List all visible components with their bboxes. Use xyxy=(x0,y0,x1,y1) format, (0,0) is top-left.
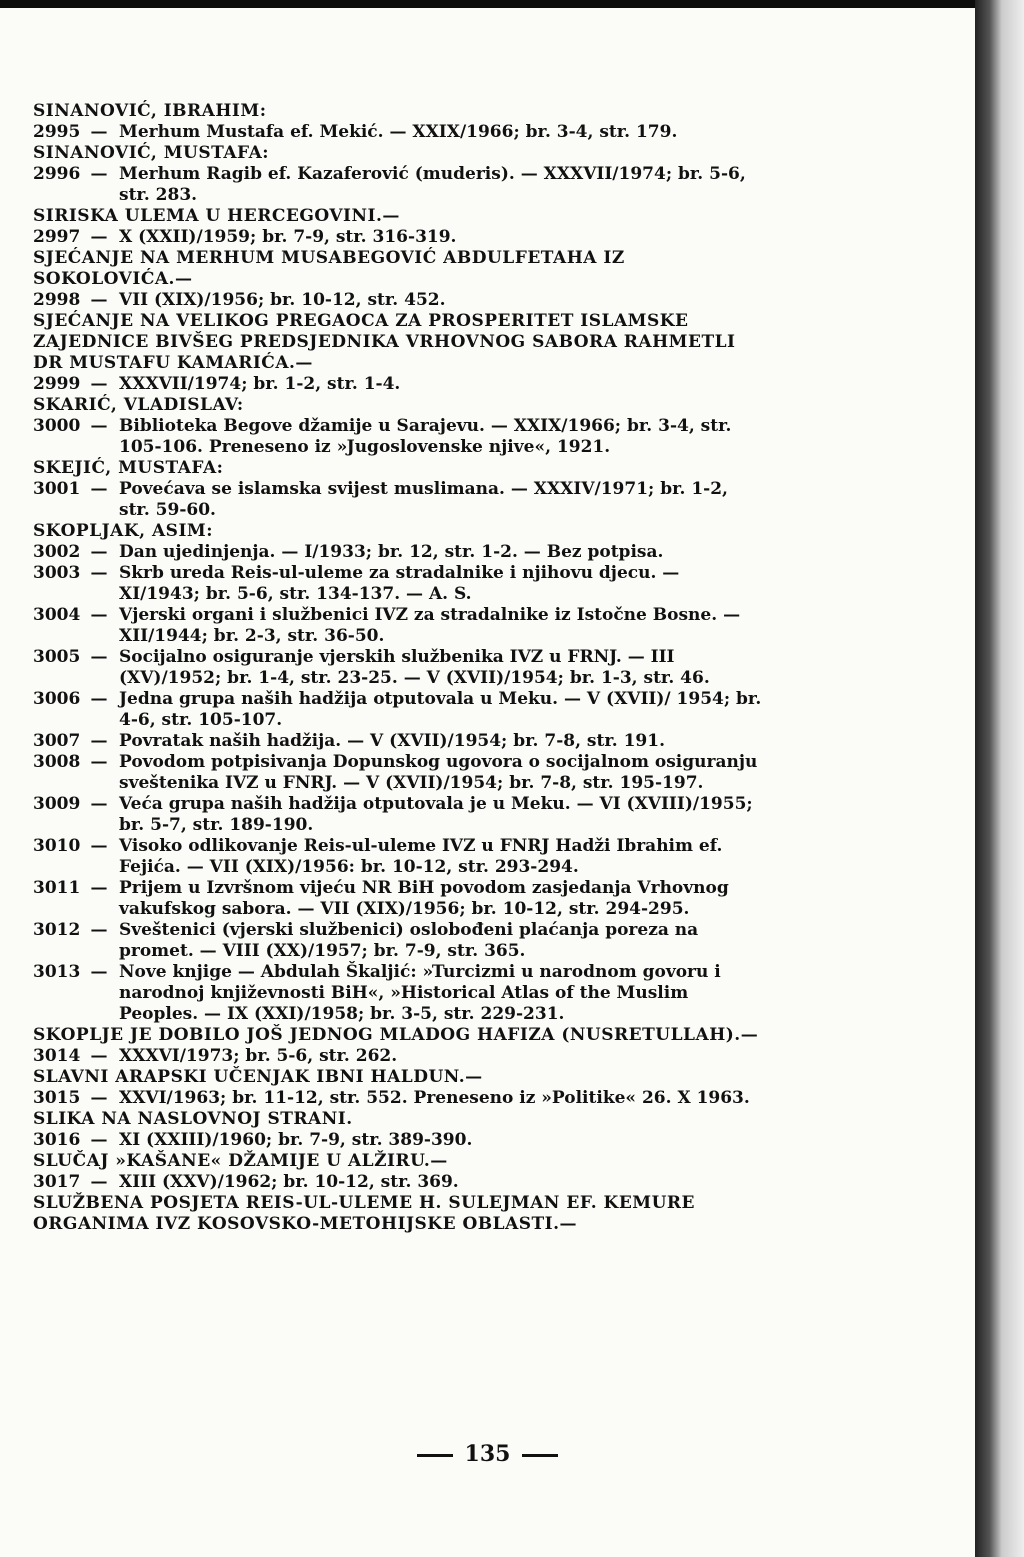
page-number-value: 135 xyxy=(464,1441,511,1467)
entry-text: Povećava se islamska svijest muslimana. — XXXIV/1971; br. 1-2, str. 59-60. xyxy=(119,479,728,520)
entry-number: 2998 xyxy=(33,290,81,310)
entry-number: 3005 xyxy=(33,647,81,667)
entry-dash: — xyxy=(90,752,108,772)
entry-text: Skrb ureda Reis-ul-uleme za stradalnike i njihovu djecu. — XI/1943; br. 5-6, str. 134-137. — A. S. xyxy=(119,563,680,604)
bibliography-entry xyxy=(33,290,763,311)
entry-dash: — xyxy=(90,836,108,856)
entry-dash: — xyxy=(90,1046,108,1066)
entry-text: XIII (XXV)/1962; br. 10-12, str. 369. xyxy=(119,1172,459,1192)
bibliography-entry xyxy=(33,1088,763,1109)
page-number xyxy=(0,1441,975,1467)
entry-heading: SKARIĆ, VLADISLAV: xyxy=(33,395,244,415)
bibliography-list xyxy=(33,101,763,1235)
entry-dash: — xyxy=(90,479,108,499)
entry-heading: SINANOVIĆ, IBRAHIM: xyxy=(33,101,267,121)
entry-text: Prijem u Izvršnom vijeću NR BiH povodom zasjedanja Vrhovnog vakufskog sabora. — VII (XIX)/1956; br. 10-12, str. 294-295. xyxy=(119,878,729,919)
bibliography-entry xyxy=(33,836,763,878)
entry-text: Vjerski organi i službenici IVZ za stradalnike iz Istočne Bosne. — XII/1944; br. 2-3, str. 36-50. xyxy=(119,605,741,646)
entry-dash: — xyxy=(90,227,108,247)
bibliography-entry xyxy=(33,563,763,605)
entry-heading: SINANOVIĆ, MUSTAFA: xyxy=(33,143,270,163)
bibliography-entry xyxy=(33,731,763,752)
entry-number: 3012 xyxy=(33,920,81,940)
entry-number: 2996 xyxy=(33,164,81,184)
entry-dash: — xyxy=(90,731,108,751)
entry-text: Socijalno osiguranje vjerskih službenika IVZ u FRNJ. — III (XV)/1952; br. 1-4, str. 23-25. — V (XVII)/1954; br. 1-3, str. 46. xyxy=(119,647,710,688)
entry-number: 3015 xyxy=(33,1088,81,1108)
bibliography-entry xyxy=(33,752,763,794)
entry-number: 3011 xyxy=(33,878,81,898)
entry-number: 3014 xyxy=(33,1046,81,1066)
entry-dash: — xyxy=(90,1088,108,1108)
entry-heading: SLUŽBENA POSJETA REIS-UL-ULEME H. SULEJMAN EF. KEMURE ORGANIMA IVZ KOSOVSKO-METOHIJSKE OBLASTI.— xyxy=(33,1193,695,1234)
entry-dash: — xyxy=(90,962,108,982)
entry-text: Merhum Ragib ef. Kazaferović (muderis). — XXXVII/1974; br. 5-6, str. 283. xyxy=(119,164,746,205)
entry-number: 3001 xyxy=(33,479,81,499)
entry-heading: SKOPLJAK, ASIM: xyxy=(33,521,213,541)
bibliography-entry xyxy=(33,416,763,458)
bibliography-entry xyxy=(33,794,763,836)
bibliography-entry xyxy=(33,878,763,920)
entry-text: VII (XIX)/1956; br. 10-12, str. 452. xyxy=(119,290,446,310)
bibliography-entry xyxy=(33,164,763,206)
bibliography-entry xyxy=(33,689,763,731)
bibliography-entry xyxy=(33,1130,763,1151)
bibliography-entry xyxy=(33,374,763,395)
entry-dash: — xyxy=(90,416,108,436)
entry-heading: SIRISKA ULEMA U HERCEGOVINI.— xyxy=(33,206,400,226)
entry-number: 3008 xyxy=(33,752,81,772)
entry-text: Biblioteka Begove džamije u Sarajevu. — XXIX/1966; br. 3-4, str. 105-106. Preneseno iz »Jugoslovenske njive«, 1921. xyxy=(119,416,732,457)
bibliography-entry xyxy=(33,542,763,563)
entry-number: 3000 xyxy=(33,416,81,436)
bibliography-entry xyxy=(33,605,763,647)
entry-number: 2997 xyxy=(33,227,81,247)
entry-dash: — xyxy=(90,374,108,394)
entry-dash: — xyxy=(90,878,108,898)
entry-text: Jedna grupa naših hadžija otputovala u Meku. — V (XVII)/ 1954; br. 4-6, str. 105-107. xyxy=(119,689,762,730)
bibliography-entry xyxy=(33,1046,763,1067)
bibliography-entry xyxy=(33,479,763,521)
entry-heading: SKEJIĆ, MUSTAFA: xyxy=(33,458,224,478)
entry-text: XXXVI/1973; br. 5-6, str. 262. xyxy=(119,1046,398,1066)
entry-number: 2999 xyxy=(33,374,81,394)
bibliography-entry xyxy=(33,962,763,1025)
entry-text: Merhum Mustafa ef. Mekić. — XXIX/1966; br. 3-4, str. 179. xyxy=(119,122,678,142)
entry-heading: SLIKA NA NASLOVNOJ STRANI. xyxy=(33,1109,353,1129)
entry-dash: — xyxy=(90,647,108,667)
entry-text: X (XXII)/1959; br. 7-9, str. 316-319. xyxy=(119,227,457,247)
entry-dash: — xyxy=(90,164,108,184)
entry-text: Nove knjige — Abdulah Škaljić: »Turcizmi u narodnom govoru i narodnoj književnosti BiH«, »Historical Atlas of the Muslim Peoples. — IX (XXI)/1958; br. 3-5, str. 229-231. xyxy=(119,962,721,1024)
entry-number: 3003 xyxy=(33,563,81,583)
entry-dash: — xyxy=(90,122,108,142)
entry-number: 3004 xyxy=(33,605,81,625)
bibliography-entry xyxy=(33,1172,763,1193)
entry-heading: SKOPLJE JE DOBILO JOŠ JEDNOG MLADOG HAFIZA (NUSRETULLAH).— xyxy=(33,1025,759,1045)
entry-number: 3007 xyxy=(33,731,81,751)
entry-number: 3013 xyxy=(33,962,81,982)
entry-heading: SLAVNI ARAPSKI UČENJAK IBNI HALDUN.— xyxy=(33,1067,483,1087)
entry-dash: — xyxy=(90,689,108,709)
entry-heading: SJEĆANJE NA VELIKOG PREGAOCA ZA PROSPERITET ISLAMSKE ZAJEDNICE BIVŠEG PREDSJEDNIKA VRHOVNOG SABORA RAHMETLI DR MUSTAFU KAMARIĆA.— xyxy=(33,311,736,373)
entry-number: 3016 xyxy=(33,1130,81,1150)
entry-text: Visoko odlikovanje Reis-ul-uleme IVZ u FNRJ Hadži Ibrahim ef. Fejića. — VII (XIX)/1956: br. 10-12, str. 293-294. xyxy=(119,836,723,877)
entry-text: Veća grupa naših hadžija otputovala je u Meku. — VI (XVIII)/1955; br. 5-7, str. 189-190. xyxy=(119,794,753,835)
entry-dash: — xyxy=(90,1130,108,1150)
entry-text: Dan ujedinjenja. — I/1933; br. 12, str. 1-2. — Bez potpisa. xyxy=(119,542,664,562)
entry-number: 3009 xyxy=(33,794,81,814)
bibliography-entry xyxy=(33,227,763,248)
entry-number: 3002 xyxy=(33,542,81,562)
page-number-dash-right xyxy=(522,1454,558,1457)
entry-dash: — xyxy=(90,794,108,814)
entry-text: XXXVII/1974; br. 1-2, str. 1-4. xyxy=(119,374,401,394)
document-page xyxy=(0,8,975,1557)
entry-dash: — xyxy=(90,605,108,625)
entry-dash: — xyxy=(90,290,108,310)
entry-text: Povodom potpisivanja Dopunskog ugovora o socijalnom osiguranju sveštenika IVZ u FNRJ. — V (XVII)/1954; br. 7-8, str. 195-197. xyxy=(119,752,758,793)
entry-text: Povratak naših hadžija. — V (XVII)/1954; br. 7-8, str. 191. xyxy=(119,731,665,751)
entry-number: 3006 xyxy=(33,689,81,709)
entry-text: XXVI/1963; br. 11-12, str. 552. Preneseno iz »Politike« 26. X 1963. xyxy=(119,1088,750,1108)
entry-number: 3017 xyxy=(33,1172,81,1192)
entry-heading: SLUČAJ »KAŠANE« DŽAMIJE U ALŽIRU.— xyxy=(33,1151,448,1171)
bibliography-entry xyxy=(33,122,763,143)
entry-dash: — xyxy=(90,542,108,562)
scan-right-edge xyxy=(975,0,1024,1557)
entry-number: 2995 xyxy=(33,122,81,142)
entry-heading: SJEĆANJE NA MERHUM MUSABEGOVIĆ ABDULFETAHA IZ SOKOLOVIĆA.— xyxy=(33,248,625,289)
bibliography-entry xyxy=(33,920,763,962)
entry-text: XI (XXIII)/1960; br. 7-9, str. 389-390. xyxy=(119,1130,473,1150)
entry-dash: — xyxy=(90,563,108,583)
entry-text: Sveštenici (vjerski službenici) oslobođeni plaćanja poreza na promet. — VIII (XX)/1957; br. 7-9, str. 365. xyxy=(119,920,699,961)
page-number-dash-left xyxy=(417,1454,453,1457)
entry-dash: — xyxy=(90,920,108,940)
bibliography-entry xyxy=(33,647,763,689)
entry-number: 3010 xyxy=(33,836,81,856)
entry-dash: — xyxy=(90,1172,108,1192)
